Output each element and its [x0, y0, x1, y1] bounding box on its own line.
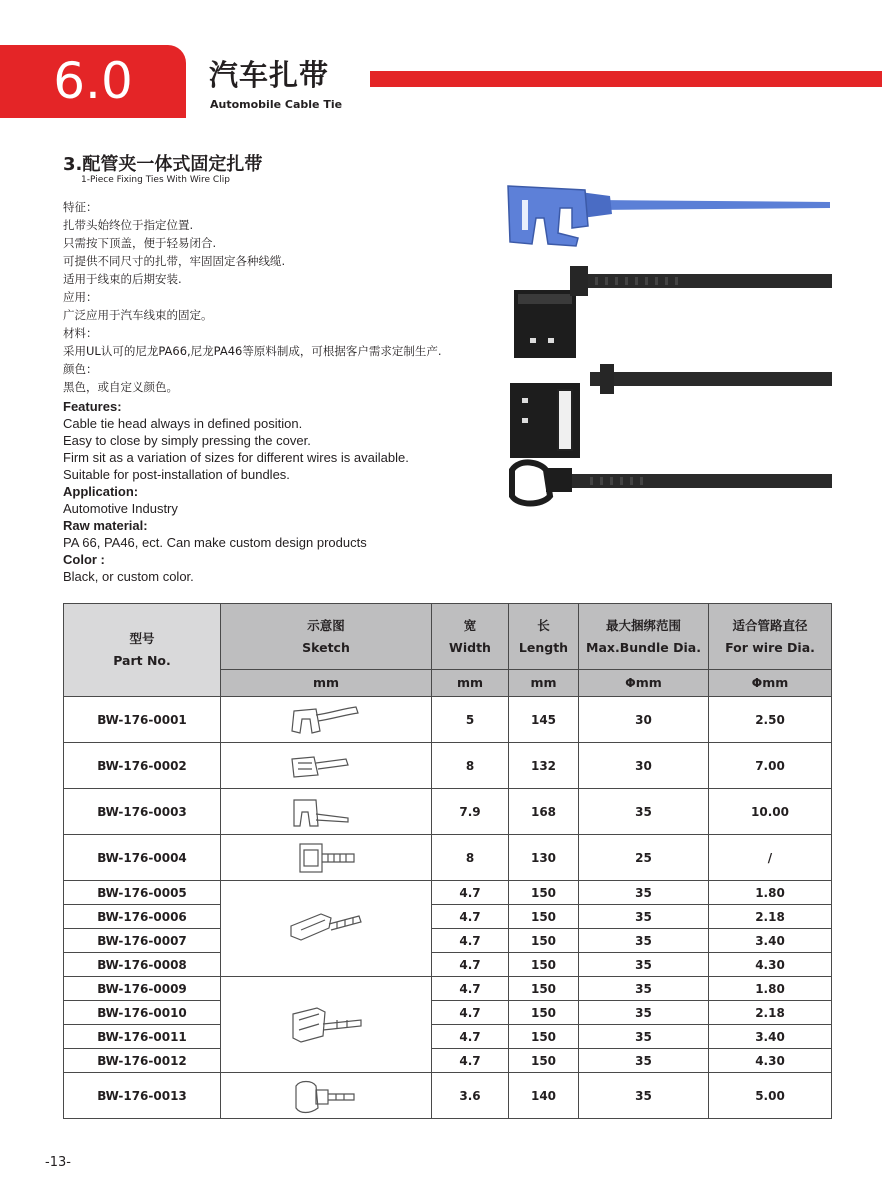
product-photos	[500, 178, 832, 513]
material-text: PA 66, PA46, ect. Can make custom design products	[63, 535, 367, 550]
sketch-0005-0008-image	[281, 904, 371, 954]
part-number: BW-176-0012	[64, 1049, 221, 1073]
bundle-value: 35	[579, 881, 709, 905]
blue-cable-tie-image	[508, 186, 830, 246]
table-row	[64, 697, 832, 743]
part-number: BW-176-0007	[64, 929, 221, 953]
sketch-0013-image	[286, 1076, 366, 1116]
width-value: 4.7	[432, 1001, 509, 1025]
cn-line: 黑色，或自定义颜色。	[63, 380, 178, 394]
section-number: 6.0	[53, 52, 133, 110]
col-length-header	[509, 604, 579, 670]
cn-line: 可提供不同尺寸的扎带，牢固固定各种线缆.	[63, 254, 286, 268]
part-number: BW-176-0002	[64, 743, 221, 789]
width-value: 3.6	[432, 1073, 509, 1119]
width-value: 4.7	[432, 905, 509, 929]
part-number: BW-176-0005	[64, 881, 221, 905]
length-value: 150	[509, 929, 579, 953]
width-value: 4.7	[432, 929, 509, 953]
width-value: 4.7	[432, 977, 509, 1001]
cn-line: 扎带头始终位于指定位置.	[63, 218, 194, 232]
wire-value: 3.40	[709, 1025, 832, 1049]
bundle-header-en: Max.Bundle Dia.	[586, 639, 701, 655]
wire-value: /	[709, 835, 832, 881]
feature-line: Suitable for post-installation of bundles.	[63, 467, 290, 482]
sketch-0009-0012-image	[281, 1000, 371, 1050]
cn-line: 应用：	[63, 290, 98, 304]
length-value: 150	[509, 881, 579, 905]
sketch-cell	[221, 881, 432, 977]
bundle-value: 35	[579, 1025, 709, 1049]
part-number: BW-176-0010	[64, 1001, 221, 1025]
sketch-0001-image	[286, 703, 366, 737]
width-value: 4.7	[432, 1025, 509, 1049]
cn-line: 广泛应用于汽车线束的固定。	[63, 308, 213, 322]
table-row	[64, 953, 832, 977]
sketch-cell	[221, 1073, 432, 1119]
description-en	[63, 398, 409, 585]
table-row	[64, 977, 832, 1001]
bundle-value: 35	[579, 1049, 709, 1073]
chapter-title-en: Automobile Cable Tie	[210, 98, 343, 111]
part-number: BW-176-0006	[64, 905, 221, 929]
table-row	[64, 743, 832, 789]
width-value: 4.7	[432, 953, 509, 977]
bundle-value: 35	[579, 929, 709, 953]
wire-header-cn: 适合管路直径	[732, 617, 808, 633]
feature-line: Cable tie head always in defined position.	[63, 416, 303, 431]
bundle-header-cn: 最大捆绑范围	[605, 617, 681, 633]
part-number: BW-176-0013	[64, 1073, 221, 1119]
wire-header-en: For wire Dia.	[725, 639, 815, 655]
length-value: 130	[509, 835, 579, 881]
col-bundle-header	[579, 604, 709, 670]
length-value: 145	[509, 697, 579, 743]
sketch-0004-image	[286, 840, 366, 876]
header-accent-bar	[370, 71, 882, 87]
unit-length: mm	[509, 670, 579, 697]
col-width-header	[432, 604, 509, 670]
table-row	[64, 1049, 832, 1073]
sketch-0002-image	[286, 749, 366, 783]
part-number: BW-176-0011	[64, 1025, 221, 1049]
part-number: BW-176-0008	[64, 953, 221, 977]
description-cn	[63, 198, 442, 396]
length-value: 150	[509, 905, 579, 929]
unit-wire: Φmm	[709, 670, 832, 697]
table-row	[64, 1073, 832, 1119]
cn-line: 材料：	[63, 326, 98, 340]
wire-value: 7.00	[709, 743, 832, 789]
unit-bundle: Φmm	[579, 670, 709, 697]
black-cable-tie-image-1	[514, 266, 832, 358]
table-row	[64, 835, 832, 881]
col-part-header	[64, 604, 221, 697]
length-value: 150	[509, 1001, 579, 1025]
product-title-cn: 3.配管夹一体式固定扎带	[63, 154, 263, 175]
length-header-en: Length	[518, 639, 569, 655]
sketch-0003-image	[286, 794, 366, 830]
width-value: 4.7	[432, 881, 509, 905]
wire-value: 3.40	[709, 929, 832, 953]
cn-line: 采用UL认可的尼龙PA66,尼龙PA46等原料制成，可根据客户需求定制生产.	[63, 344, 442, 358]
length-value: 132	[509, 743, 579, 789]
product-title-en: 1-Piece Fixing Ties With Wire Clip	[81, 175, 230, 185]
part-number: BW-176-0003	[64, 789, 221, 835]
length-value: 168	[509, 789, 579, 835]
bundle-value: 35	[579, 953, 709, 977]
wire-value: 4.30	[709, 1049, 832, 1073]
application-heading: Application:	[63, 484, 139, 499]
application-text: Automotive Industry	[63, 501, 178, 516]
width-header-cn: 宽	[463, 617, 477, 633]
unit-sketch: mm	[221, 670, 432, 697]
table-row	[64, 881, 832, 905]
part-header-cn: 型号	[129, 631, 155, 646]
part-number: BW-176-0001	[64, 697, 221, 743]
wire-value: 4.30	[709, 953, 832, 977]
length-value: 140	[509, 1073, 579, 1119]
part-header-en: Part No.	[113, 653, 171, 668]
width-value: 4.7	[432, 1049, 509, 1073]
page-number: -13-	[45, 1155, 71, 1170]
sketch-cell	[221, 743, 432, 789]
table-row	[64, 789, 832, 835]
color-text: Black, or custom color.	[63, 569, 194, 584]
width-value: 8	[432, 835, 509, 881]
wire-value: 1.80	[709, 977, 832, 1001]
sketch-cell	[221, 977, 432, 1073]
length-header-cn: 长	[537, 617, 550, 633]
black-cable-tie-image-2	[510, 364, 832, 458]
bundle-value: 35	[579, 905, 709, 929]
sketch-header-en: Sketch	[302, 639, 350, 655]
bundle-value: 30	[579, 697, 709, 743]
length-value: 150	[509, 1025, 579, 1049]
width-header-en: Width	[449, 639, 491, 655]
color-heading: Color :	[63, 552, 105, 567]
spec-table	[63, 603, 832, 1119]
part-number: BW-176-0009	[64, 977, 221, 1001]
material-heading: Raw material:	[63, 518, 148, 533]
wire-value: 1.80	[709, 881, 832, 905]
features-heading: Features:	[63, 399, 122, 414]
sketch-header-cn: 示意图	[307, 617, 345, 633]
wire-value: 2.50	[709, 697, 832, 743]
part-number: BW-176-0004	[64, 835, 221, 881]
feature-line: Firm sit as a variation of sizes for different wires is available.	[63, 450, 409, 465]
length-value: 150	[509, 977, 579, 1001]
table-row	[64, 1001, 832, 1025]
sketch-cell	[221, 835, 432, 881]
unit-width: mm	[432, 670, 509, 697]
chapter-title-cn: 汽车扎带	[209, 58, 330, 92]
length-value: 150	[509, 953, 579, 977]
width-value: 5	[432, 697, 509, 743]
wire-value: 10.00	[709, 789, 832, 835]
bundle-value: 30	[579, 743, 709, 789]
col-sketch-header	[221, 604, 432, 670]
length-value: 150	[509, 1049, 579, 1073]
wire-value: 5.00	[709, 1073, 832, 1119]
table-row	[64, 905, 832, 929]
width-value: 8	[432, 743, 509, 789]
cn-line: 特征：	[63, 200, 98, 214]
cn-line: 适用于线束的后期安装.	[63, 272, 182, 286]
cn-line: 颜色：	[63, 362, 98, 376]
table-row	[64, 929, 832, 953]
bundle-value: 35	[579, 977, 709, 1001]
table-row	[64, 1025, 832, 1049]
feature-line: Easy to close by simply pressing the cover.	[63, 433, 311, 448]
bundle-value: 35	[579, 789, 709, 835]
bundle-value: 35	[579, 1001, 709, 1025]
bundle-value: 35	[579, 1073, 709, 1119]
width-value: 7.9	[432, 789, 509, 835]
cn-line: 只需按下顶盖，便于轻易闭合.	[63, 236, 217, 250]
col-wire-header	[709, 604, 832, 670]
sketch-cell	[221, 789, 432, 835]
wire-value: 2.18	[709, 1001, 832, 1025]
bundle-value: 25	[579, 835, 709, 881]
black-cable-tie-image-3	[512, 462, 832, 503]
wire-value: 2.18	[709, 905, 832, 929]
sketch-cell	[221, 697, 432, 743]
